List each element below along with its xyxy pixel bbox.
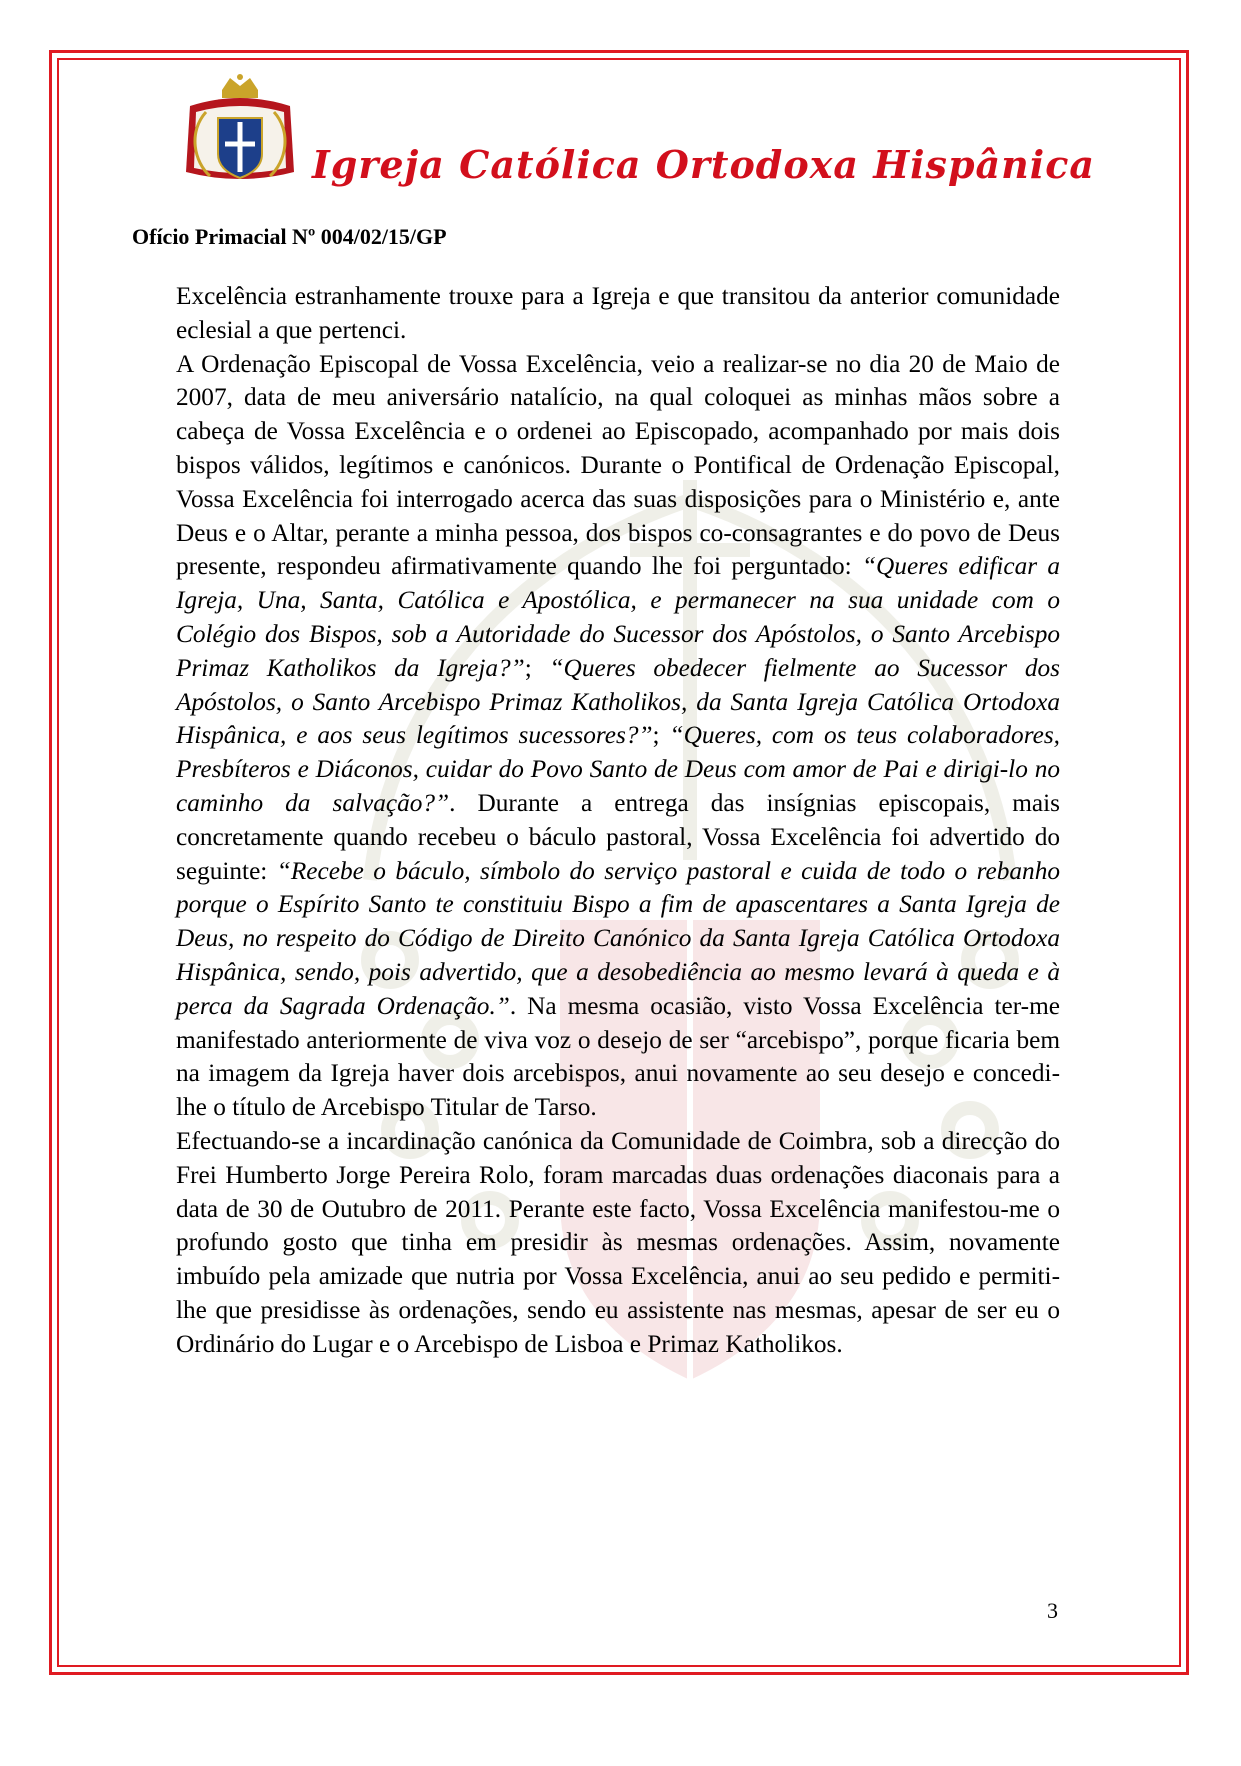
quote: “Queres edificar a Igreja, Una, Santa, Católica e Apostólica, e permanecer na sua unidade com o Colégio dos Bispos, sob a Autoridade do Sucessor dos Apóstolos, o Santo Arcebispo Primaz Katholikos da Igreja?” [176,552,1061,682]
paragraph-text: . Durante a entrega das insígnias episcopais, mais concretamente quando recebeu o báculo pastoral, Vossa Excelência foi advertido do seguinte: [176,788,1060,885]
church-name-title: Igreja Católica Ortodoxa Hispânica [312,142,1095,187]
paragraph-text: . Na mesma ocasião, visto Vossa Excelência ter-me manifestado anteriormente de viva voz o desejo de ser “arcebispo”, porque ficaria bem na imagem da Igreja haver dois arcebispos, anui novamente ao seu desejo e concedi-lhe o título de Arcebispo Titular de Tarso. [176,991,1060,1122]
quote: “Queres, com os teus colaboradores, Presbíteros e Diáconos, cuidar do Povo Santo de Deus com amor de Pai e dirigi-lo no caminho da salvação?” [176,721,1060,817]
office-reference: Ofício Primacial Nº 004/02/15/GP [132,224,447,249]
paragraph-text: A Ordenação Episcopal de Vossa Excelência, veio a realizar-se no dia 20 de Maio de 2007, data de meu aniversário natalício, na qual coloquei as minhas mãos sobre a cabeça de Vossa Excelência e o ordenei ao Episcopado, acompanhado por mais dois bispos válidos, legítimos e canónicos. Durante o Pontifical de Ordenação Episcopal, Vossa Excelência foi interrogado acerca das suas disposições para o Ministério e, ante Deus e o Altar, perante a minha pessoa, dos bispos co-consagrantes e do povo de Deus presente, respondeu afirmativamente quando lhe foi perguntado: [176,349,1060,581]
quote: “Recebe o báculo, símbolo do serviço pastoral e cuida de todo o rebanho porque o Espírito Santo te constituiu Bispo a fim de apascentares a Santa Igreja de Deus, no respeito do Código de Direito Canónico da Santa Igreja Católica Ortodoxa Hispânica, sendo, pois advertido, que a desobediência ao mesmo levará à queda e à perca da Sagrada Ordenação.” [176,856,1060,1020]
separator: ; [524,653,550,682]
quote: “Queres obedecer fielmente ao Sucessor dos Apóstolos, o Santo Arcebispo Primaz Katholikos, da Santa Igreja Católica Ortodoxa Hispânica, e aos seus legítimos sucessores?” [176,653,1060,750]
paragraph [176,348,1060,1125]
coat-of-arms-icon [178,72,302,196]
letter-body [176,280,1060,1362]
paragraph: Excelência estranhamente trouxe para a Igreja e que transitou da anterior comunidade eclesial a que pertenci. [176,282,1060,344]
page-number: 3 [1047,1598,1058,1623]
separator: ; [652,721,670,750]
paragraph: Efectuando-se a incardinação canónica da Comunidade de Coimbra, sob a direcção do Frei Humberto Jorge Pereira Rolo, foram marcadas duas ordenações diaconais para a data de 30 de Outubro de 2011. Perante este facto, Vossa Excelência manifestou-me o profundo gosto que tinha em presidir às mesmas ordenações. Assim, novamente imbuído pela amizade que nutria por Vossa Excelência, anui ao seu pedido e permiti-lhe que presidisse às ordenações, sendo eu assistente nas mesmas, apesar de ser eu o Ordinário do Lugar e o Arcebispo de Lisboa e Primaz Katholikos. [176,1126,1060,1358]
